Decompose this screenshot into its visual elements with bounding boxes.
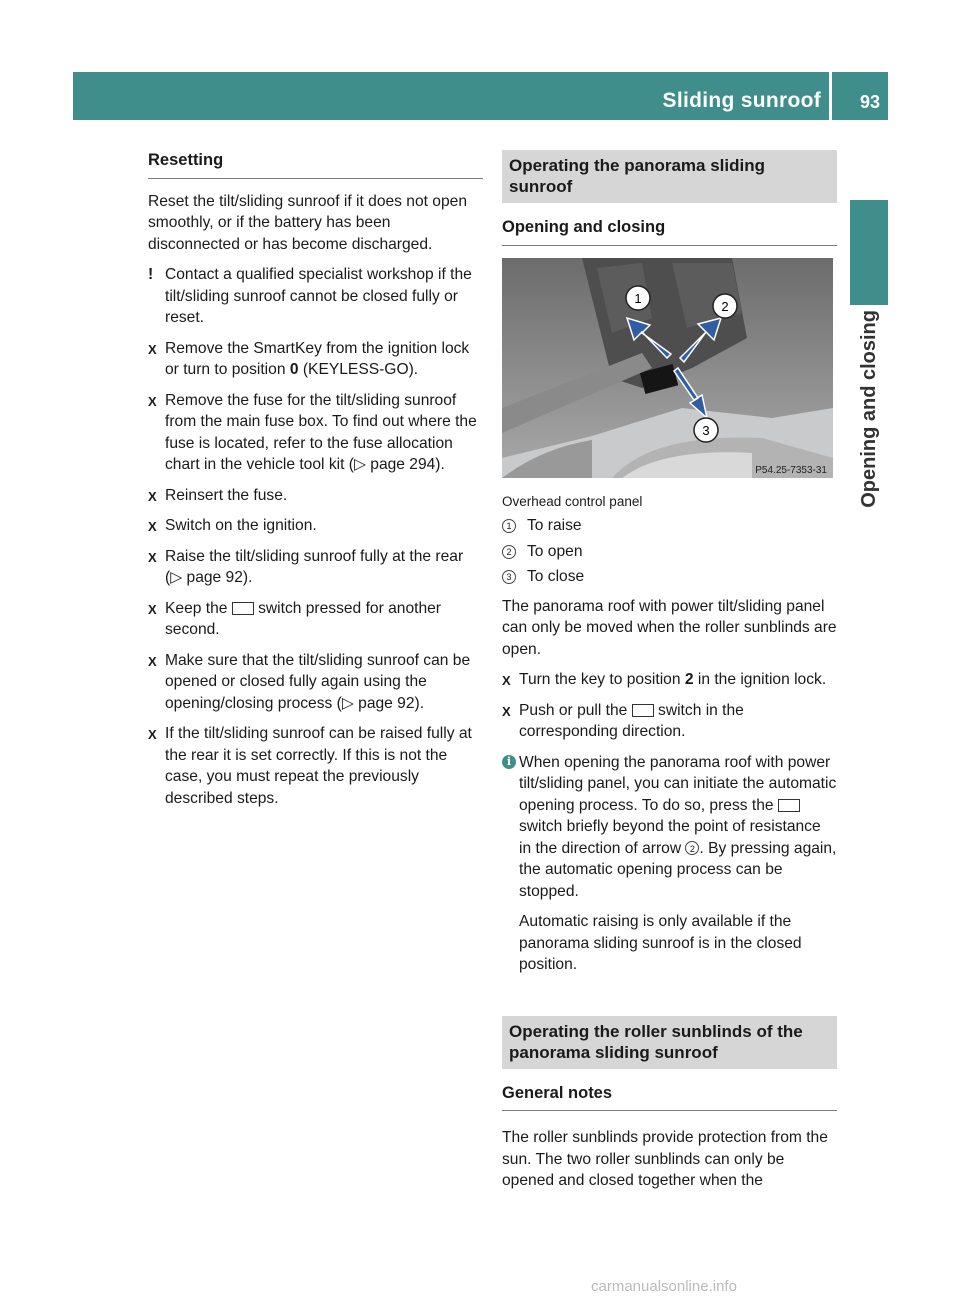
legend-item: 2 To open (502, 541, 837, 563)
photo-code: P54.25-7353-31 (755, 464, 827, 476)
section-title-roller-sunblinds: Operating the roller sunblinds of the panorama sliding sunroof (502, 1016, 837, 1069)
marker-2: 2 (721, 298, 729, 314)
section-title-panorama: Operating the panorama sliding sunroof (502, 150, 837, 203)
step-item: X Remove the SmartKey from the ignition lock or turn to position 0 (KEYLESS-GO). (148, 339, 470, 378)
step-arrow-icon: X (148, 519, 157, 534)
arrow-2-marker: 2 (685, 841, 699, 855)
panorama-paragraph: The panorama roof with power tilt/sliding panel can only be moved when the roller sunblinds are open. (502, 597, 837, 658)
step-arrow-icon: X (502, 673, 511, 688)
step-item: X Raise the tilt/sliding sunroof fully at the rear (▷ page 92). (148, 547, 464, 586)
step-arrow-icon: X (148, 549, 157, 565)
step-item: X Keep the switch pressed for another second. (148, 599, 441, 638)
step-arrow-icon: X (148, 653, 157, 669)
header-divider (829, 72, 832, 120)
subsection-title-opening: Opening and closing (502, 217, 837, 246)
header-bar (73, 72, 888, 120)
watermark: carmanualsonline.info (591, 1278, 737, 1295)
page-title: Sliding sunroof (662, 89, 821, 112)
section-title-resetting: Resetting (148, 150, 483, 179)
step-item: X Make sure that the tilt/sliding sunroof can be opened or closed fully again using the opening/closing process (▷ page 92). (148, 651, 471, 712)
step-arrow-icon: X (148, 727, 157, 742)
legend-item: 1 To raise (502, 515, 837, 537)
sunroof-switch-icon (778, 799, 800, 812)
info-icon: i (502, 755, 516, 769)
step-arrow-icon: X (502, 703, 511, 719)
right-column (502, 150, 837, 1201)
step-item: X Push or pull the switch in the corresponding direction. (502, 701, 744, 740)
step-item: X If the tilt/sliding sunroof can be raised fully at the rear it is set correctly. If this is not the case, you must repeat the previously described steps. (148, 725, 472, 807)
side-tab-label: Opening and closing (858, 310, 880, 508)
sunroof-switch-icon (632, 704, 654, 717)
sunroof-switch-icon (232, 602, 254, 615)
step-item: X Reinsert the fuse. (148, 485, 483, 507)
info-note: i When opening the panorama roof with power tilt/sliding panel, you can initiate the automatic opening process. To do so, press the switch briefly beyond the point of resistance in the direction of arrow 2 . By pressing again, the automatic opening process can be stopped. (502, 752, 837, 903)
step-item: X Remove the fuse for the tilt/sliding sunroof from the main fuse box. To find out where the fuse is located, refer to the fuse allocation chart in the vehicle tool kit (▷ page 294). (148, 391, 477, 473)
general-notes-paragraph: The roller sunblinds provide protection from the sun. The two roller sunblinds can only be opened and closed together when the (502, 1129, 828, 1189)
warning-icon: ! (148, 266, 154, 283)
left-column (148, 150, 483, 818)
step-item: X Turn the key to position 2 in the ignition lock. (502, 669, 837, 691)
step-arrow-icon: X (148, 393, 157, 409)
overhead-control-panel-photo (502, 258, 833, 478)
step-arrow-icon: X (148, 341, 157, 357)
side-tab (850, 200, 888, 305)
photo-caption: Overhead control panel (502, 493, 643, 509)
marker-1: 1 (634, 290, 642, 306)
intro-paragraph: Reset the tilt/sliding sunroof if it does not open smoothly, or if the battery has been disconnected or has become discharged. (148, 192, 467, 253)
warning-note (148, 264, 483, 329)
legend-item: 3 To close (502, 566, 837, 588)
step-item: X Switch on the ignition. (148, 515, 483, 537)
warning-text: Contact a qualified specialist workshop if the tilt/sliding sunroof cannot be closed fully or reset. (165, 266, 472, 326)
info-continuation: Automatic raising is only available if the panorama sliding sunroof is in the closed position. (519, 913, 802, 973)
step-arrow-icon: X (148, 488, 157, 504)
subsection-title-general-notes: General notes (502, 1083, 837, 1112)
marker-3: 3 (702, 422, 710, 438)
step-arrow-icon: X (148, 601, 157, 617)
page-number: 93 (859, 92, 880, 112)
